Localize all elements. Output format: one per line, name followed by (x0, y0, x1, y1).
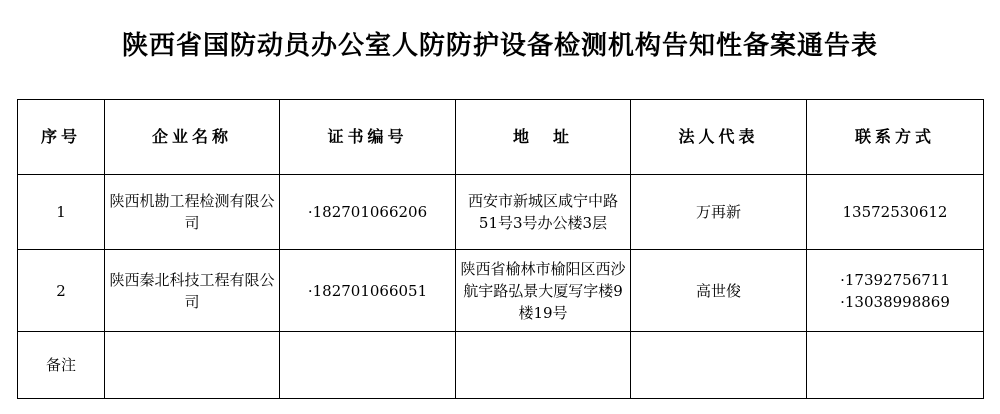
row-contact: 13572530612 (807, 175, 984, 250)
row-contact: ·17392756711 ·13038998869 (807, 250, 984, 332)
remark-label: 备注 (18, 332, 105, 399)
row-index: 2 (18, 250, 105, 332)
header-contact: 联系方式 (807, 100, 984, 175)
remark-empty-cell (456, 332, 631, 399)
header-cert-no: 证书编号 (280, 100, 456, 175)
table-row (18, 250, 984, 332)
row-address: 陕西省榆林市榆阳区西沙航宇路弘景大厦写字楼9楼19号 (456, 250, 631, 332)
header-company: 企业名称 (105, 100, 280, 175)
row-address: 西安市新城区咸宁中路51号3号办公楼3层 (456, 175, 631, 250)
row-company: 陕西机勘工程检测有限公司 (105, 175, 280, 250)
remark-empty-cell (807, 332, 984, 399)
header-index: 序号 (18, 100, 105, 175)
row-cert-no: ·182701066206 (280, 175, 456, 250)
remark-empty-cell (280, 332, 456, 399)
table-header-row (18, 100, 984, 175)
row-index: 1 (18, 175, 105, 250)
remark-empty-cell (105, 332, 280, 399)
row-company: 陕西秦北科技工程有限公司 (105, 250, 280, 332)
row-legal-rep: 高世俊 (631, 250, 807, 332)
table-row (18, 175, 984, 250)
header-address: 地 址 (456, 100, 631, 175)
row-cert-no: ·182701066051 (280, 250, 456, 332)
header-legal-rep: 法人代表 (631, 100, 807, 175)
remark-empty-cell (631, 332, 807, 399)
page-title: 陕西省国防动员办公室人防防护设备检测机构告知性备案通告表 (121, 31, 878, 61)
row-legal-rep: 万再新 (631, 175, 807, 250)
filing-table (17, 99, 984, 399)
remark-row (18, 332, 984, 399)
